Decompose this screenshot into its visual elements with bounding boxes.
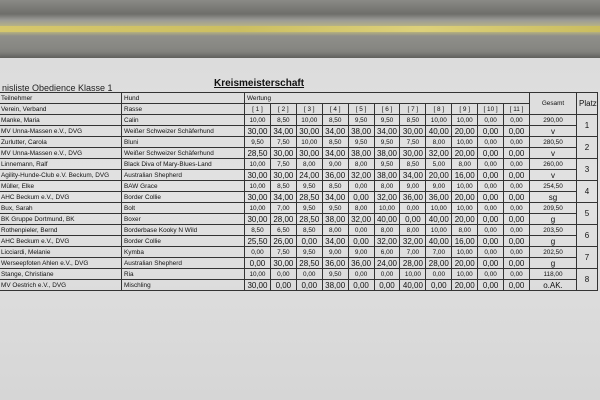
participant-club: MV Unna-Massen e.V., DVG: [0, 126, 122, 137]
table-row-points: [0, 236, 598, 247]
participant-club: Agility-Hunde-Club e.V. Beckum, DVG: [0, 170, 122, 181]
points-cell: 0,00: [245, 258, 271, 269]
points-cell: 0,00: [400, 214, 426, 225]
rating-cell: 0,00: [296, 269, 322, 280]
dog-breed: Australian Shepherd: [122, 258, 245, 269]
dog-name: Ria: [122, 269, 245, 280]
grade: v: [530, 126, 577, 137]
rating-cell: 9,50: [374, 115, 400, 126]
dog-name: Bluni: [122, 137, 245, 148]
rating-cell: 0,00: [504, 203, 530, 214]
points-cell: 30,00: [245, 280, 271, 291]
total-score: 254,50: [530, 181, 577, 192]
header-exercise: [ 5 ]: [348, 104, 374, 115]
points-cell: 20,00: [426, 170, 452, 181]
rating-cell: 9,50: [322, 269, 348, 280]
rating-cell: 9,50: [296, 203, 322, 214]
points-cell: 38,00: [374, 148, 400, 159]
dog-name: BAW Grace: [122, 181, 245, 192]
rating-cell: 0,00: [478, 181, 504, 192]
rating-cell: 10,00: [296, 137, 322, 148]
rating-cell: 8,00: [426, 137, 452, 148]
dog-breed: Weißer Schweizer Schäferhund: [122, 148, 245, 159]
rating-cell: 9,50: [296, 247, 322, 258]
header-exercise: [ 4 ]: [322, 104, 348, 115]
points-cell: 0,00: [478, 192, 504, 203]
total-score: 209,50: [530, 203, 577, 214]
points-cell: 36,00: [348, 258, 374, 269]
points-cell: 0,00: [504, 280, 530, 291]
points-cell: 28,50: [296, 192, 322, 203]
table-row-points: [0, 192, 598, 203]
points-cell: 30,00: [270, 170, 296, 181]
results-table: [0, 92, 598, 291]
rating-cell: 7,50: [270, 137, 296, 148]
points-cell: 30,00: [296, 148, 322, 159]
points-cell: 0,00: [504, 236, 530, 247]
rating-cell: 10,00: [452, 247, 478, 258]
rating-cell: 10,00: [245, 159, 271, 170]
rating-cell: 10,00: [245, 203, 271, 214]
points-cell: 0,00: [504, 148, 530, 159]
points-cell: 30,00: [270, 258, 296, 269]
points-cell: 36,00: [400, 192, 426, 203]
rating-cell: 9,50: [348, 115, 374, 126]
points-cell: 28,00: [270, 214, 296, 225]
points-cell: 40,00: [426, 236, 452, 247]
grade: sg: [530, 192, 577, 203]
results-body: [0, 115, 598, 291]
table-row: [0, 137, 598, 148]
points-cell: 26,00: [270, 236, 296, 247]
points-cell: 16,00: [452, 170, 478, 181]
points-cell: 28,50: [296, 258, 322, 269]
dog-breed: Boxer: [122, 214, 245, 225]
rating-cell: 0,00: [504, 159, 530, 170]
points-cell: 38,00: [322, 280, 348, 291]
grade: g: [530, 258, 577, 269]
header-rating: Wertung: [245, 93, 530, 104]
points-cell: 20,00: [452, 192, 478, 203]
points-cell: 30,00: [245, 170, 271, 181]
rating-cell: 10,00: [452, 203, 478, 214]
table-row-points: [0, 148, 598, 159]
header-exercise: [ 1 ]: [245, 104, 271, 115]
table-row: [0, 269, 598, 280]
rating-cell: 9,00: [400, 181, 426, 192]
participant-club: BK Gruppe Dortmund, BK: [0, 214, 122, 225]
rating-cell: 8,00: [296, 159, 322, 170]
rating-cell: 10,00: [400, 269, 426, 280]
rating-cell: 8,00: [452, 159, 478, 170]
rating-cell: 10,00: [426, 225, 452, 236]
rating-cell: 8,50: [270, 181, 296, 192]
points-cell: 32,00: [400, 236, 426, 247]
points-cell: 30,00: [245, 214, 271, 225]
rating-cell: 8,50: [322, 137, 348, 148]
rating-cell: 9,00: [322, 159, 348, 170]
rating-cell: 0,00: [348, 269, 374, 280]
rating-cell: 9,50: [245, 137, 271, 148]
header-exercise: [ 3 ]: [296, 104, 322, 115]
participant-name: Bux, Sarah: [0, 203, 122, 214]
points-cell: 24,00: [296, 170, 322, 181]
header-breed: Rasse: [122, 104, 245, 115]
participant-club: MV Unna-Massen e.V., DVG: [0, 148, 122, 159]
points-cell: 38,00: [374, 170, 400, 181]
points-cell: 20,00: [452, 214, 478, 225]
points-cell: 30,00: [270, 148, 296, 159]
points-cell: 0,00: [270, 280, 296, 291]
participant-name: Licciardi, Melanie: [0, 247, 122, 258]
points-cell: 32,00: [374, 236, 400, 247]
points-cell: 0,00: [504, 258, 530, 269]
points-cell: 34,00: [322, 126, 348, 137]
grade: g: [530, 214, 577, 225]
rating-cell: 10,00: [426, 203, 452, 214]
points-cell: 32,00: [348, 214, 374, 225]
rating-cell: 0,00: [504, 247, 530, 258]
rating-cell: 8,50: [245, 225, 271, 236]
rating-cell: 0,00: [348, 181, 374, 192]
points-cell: 0,00: [348, 236, 374, 247]
points-cell: 0,00: [478, 280, 504, 291]
table-row-points: [0, 214, 598, 225]
header-club: Verein, Verband: [0, 104, 122, 115]
rating-cell: 9,50: [374, 137, 400, 148]
points-cell: 0,00: [478, 126, 504, 137]
points-cell: 28,00: [426, 258, 452, 269]
rating-cell: 0,00: [504, 181, 530, 192]
points-cell: 34,00: [322, 236, 348, 247]
participant-club: Werseepfoten Ahlen e.V., DVG: [0, 258, 122, 269]
points-cell: 38,00: [348, 148, 374, 159]
points-cell: 0,00: [504, 192, 530, 203]
table-row-points: [0, 280, 598, 291]
points-cell: 30,00: [400, 148, 426, 159]
points-cell: 36,00: [322, 170, 348, 181]
rating-cell: 7,50: [400, 137, 426, 148]
points-cell: 0,00: [504, 126, 530, 137]
points-cell: 36,00: [426, 192, 452, 203]
rating-cell: 9,50: [348, 137, 374, 148]
dog-breed: Border Collie: [122, 192, 245, 203]
participant-club: AHC Beckum e.V., DVG: [0, 192, 122, 203]
points-cell: 30,00: [296, 126, 322, 137]
participant-name: Rothenpieler, Bernd: [0, 225, 122, 236]
participant-name: Müller, Elke: [0, 181, 122, 192]
header-exercise: [ 7 ]: [400, 104, 426, 115]
header-exercise: [ 8 ]: [426, 104, 452, 115]
rating-cell: 8,50: [322, 181, 348, 192]
rating-cell: 7,50: [270, 159, 296, 170]
participant-name: Linnemann, Ralf: [0, 159, 122, 170]
place-number: 2: [577, 137, 598, 159]
rating-cell: 0,00: [245, 247, 271, 258]
rating-cell: 6,00: [374, 247, 400, 258]
rating-cell: 0,00: [478, 115, 504, 126]
header-dog: Hund: [122, 93, 245, 104]
rating-cell: 10,00: [245, 115, 271, 126]
points-cell: 20,00: [452, 258, 478, 269]
header-exercise: [ 2 ]: [270, 104, 296, 115]
points-cell: 0,00: [374, 280, 400, 291]
dog-name: Calin: [122, 115, 245, 126]
rating-cell: 9,50: [322, 203, 348, 214]
rating-cell: 7,50: [270, 247, 296, 258]
rating-cell: 6,50: [270, 225, 296, 236]
points-cell: 16,00: [452, 236, 478, 247]
points-cell: 0,00: [478, 258, 504, 269]
place-number: 4: [577, 181, 598, 203]
participant-club: MV Oestrich e.V., DVG: [0, 280, 122, 291]
rating-cell: 8,00: [322, 225, 348, 236]
adhesive-tape: [0, 26, 600, 32]
points-cell: 0,00: [296, 236, 322, 247]
total-score: 203,50: [530, 225, 577, 236]
points-cell: 0,00: [426, 280, 452, 291]
rating-cell: 8,50: [296, 225, 322, 236]
rating-cell: 7,00: [270, 203, 296, 214]
rating-cell: 0,00: [478, 137, 504, 148]
table-row: [0, 159, 598, 170]
rating-cell: 8,50: [400, 159, 426, 170]
document-title: nisliste Obedience Klasse 1: [2, 83, 113, 93]
points-cell: 24,00: [374, 258, 400, 269]
rating-cell: 9,00: [348, 247, 374, 258]
total-score: 290,00: [530, 115, 577, 126]
points-cell: 0,00: [348, 280, 374, 291]
points-cell: 28,50: [296, 214, 322, 225]
rating-cell: 8,00: [348, 159, 374, 170]
points-cell: 32,00: [374, 192, 400, 203]
points-cell: 32,00: [426, 148, 452, 159]
rating-cell: 10,00: [452, 181, 478, 192]
rating-cell: 10,00: [296, 115, 322, 126]
dog-name: Borderbase Kooky N Wild: [122, 225, 245, 236]
grade: o.AK.: [530, 280, 577, 291]
dog-breed: Australian Shepherd: [122, 170, 245, 181]
rating-cell: 0,00: [478, 247, 504, 258]
points-cell: 0,00: [504, 214, 530, 225]
points-cell: 38,00: [348, 126, 374, 137]
points-cell: 30,00: [245, 192, 271, 203]
rating-cell: 8,50: [270, 115, 296, 126]
points-cell: 34,00: [400, 170, 426, 181]
header-exercise: [ 6 ]: [374, 104, 400, 115]
points-cell: 20,00: [452, 126, 478, 137]
points-cell: 40,00: [426, 214, 452, 225]
points-cell: 0,00: [296, 280, 322, 291]
points-cell: 25,50: [245, 236, 271, 247]
rating-cell: 10,00: [426, 115, 452, 126]
points-cell: 0,00: [478, 214, 504, 225]
rating-cell: 10,00: [374, 203, 400, 214]
points-cell: 0,00: [504, 170, 530, 181]
place-number: 8: [577, 269, 598, 291]
points-cell: 40,00: [374, 214, 400, 225]
rating-cell: 8,50: [400, 115, 426, 126]
table-row-points: [0, 258, 598, 269]
header-participant: Teilnehmer: [0, 93, 122, 104]
rating-cell: 8,00: [452, 225, 478, 236]
rating-cell: 0,00: [478, 225, 504, 236]
rating-cell: 9,00: [322, 247, 348, 258]
rating-cell: 0,00: [348, 225, 374, 236]
rating-cell: 9,50: [296, 181, 322, 192]
participant-club: AHC Beckum e.V., DVG: [0, 236, 122, 247]
dog-breed: Mischling: [122, 280, 245, 291]
points-cell: 40,00: [400, 280, 426, 291]
rating-cell: 0,00: [504, 115, 530, 126]
participant-name: Zurlutter, Carola: [0, 137, 122, 148]
table-row: [0, 115, 598, 126]
table-row: [0, 247, 598, 258]
dog-name: Kymba: [122, 247, 245, 258]
points-cell: 34,00: [374, 126, 400, 137]
rating-cell: 10,00: [452, 115, 478, 126]
points-cell: 0,00: [478, 236, 504, 247]
points-cell: 34,00: [322, 192, 348, 203]
place-number: 3: [577, 159, 598, 181]
rating-cell: 0,00: [478, 269, 504, 280]
total-score: 202,50: [530, 247, 577, 258]
rating-cell: 8,00: [400, 225, 426, 236]
header-exercise: [ 11 ]: [504, 104, 530, 115]
header-place: Platz: [577, 93, 598, 115]
rating-cell: 8,00: [348, 203, 374, 214]
points-cell: 30,00: [400, 126, 426, 137]
rating-cell: 8,50: [322, 115, 348, 126]
table-row: [0, 225, 598, 236]
participant-name: Stange, Christiane: [0, 269, 122, 280]
rating-cell: 0,00: [504, 225, 530, 236]
points-cell: 28,00: [400, 258, 426, 269]
rating-cell: 5,00: [426, 159, 452, 170]
points-cell: 40,00: [426, 126, 452, 137]
rating-cell: 10,00: [452, 269, 478, 280]
points-cell: 0,00: [478, 170, 504, 181]
header-exercise: [ 9 ]: [452, 104, 478, 115]
rating-cell: 10,00: [245, 181, 271, 192]
rating-cell: 0,00: [426, 269, 452, 280]
rating-cell: 0,00: [400, 203, 426, 214]
dog-breed: Border Collie: [122, 236, 245, 247]
place-number: 7: [577, 247, 598, 269]
table-row-points: [0, 126, 598, 137]
rating-cell: 0,00: [270, 269, 296, 280]
total-score: 260,00: [530, 159, 577, 170]
rating-cell: 0,00: [374, 269, 400, 280]
header-row-2: [0, 104, 598, 115]
points-cell: 38,00: [322, 214, 348, 225]
grade: v: [530, 170, 577, 181]
points-cell: 20,00: [452, 280, 478, 291]
table-row: [0, 203, 598, 214]
participant-name: Manke, Maria: [0, 115, 122, 126]
dog-name: Bolt: [122, 203, 245, 214]
rating-cell: 0,00: [504, 137, 530, 148]
points-cell: 34,00: [270, 192, 296, 203]
table-row-points: [0, 170, 598, 181]
rating-cell: 8,00: [374, 181, 400, 192]
place-number: 5: [577, 203, 598, 225]
rating-cell: 9,00: [426, 181, 452, 192]
points-cell: 20,00: [452, 148, 478, 159]
rating-cell: 0,00: [504, 269, 530, 280]
rating-cell: 9,50: [374, 159, 400, 170]
place-number: 1: [577, 115, 598, 137]
points-cell: 34,00: [322, 148, 348, 159]
points-cell: 28,50: [245, 148, 271, 159]
rating-cell: 0,00: [478, 203, 504, 214]
rating-cell: 10,00: [245, 269, 271, 280]
championship-title: Kreismeisterschaft: [214, 78, 305, 89]
points-cell: 30,00: [245, 126, 271, 137]
points-cell: 36,00: [322, 258, 348, 269]
grade: g: [530, 236, 577, 247]
points-cell: 0,00: [348, 192, 374, 203]
rating-cell: 10,00: [452, 137, 478, 148]
points-cell: 32,00: [348, 170, 374, 181]
rating-cell: 7,00: [400, 247, 426, 258]
header-exercise: [ 10 ]: [478, 104, 504, 115]
points-cell: 34,00: [270, 126, 296, 137]
rating-cell: 0,00: [478, 159, 504, 170]
dog-breed: Weißer Schweizer Schäferhund: [122, 126, 245, 137]
table-row: [0, 181, 598, 192]
total-score: 118,00: [530, 269, 577, 280]
points-cell: 0,00: [478, 148, 504, 159]
header-row-1: [0, 93, 598, 104]
grade: v: [530, 148, 577, 159]
rating-cell: 7,00: [426, 247, 452, 258]
dog-name: Black Diva of Mary-Blues-Land: [122, 159, 245, 170]
total-score: 280,50: [530, 137, 577, 148]
rating-cell: 8,00: [374, 225, 400, 236]
header-total: Gesamt: [530, 93, 577, 115]
place-number: 6: [577, 225, 598, 247]
